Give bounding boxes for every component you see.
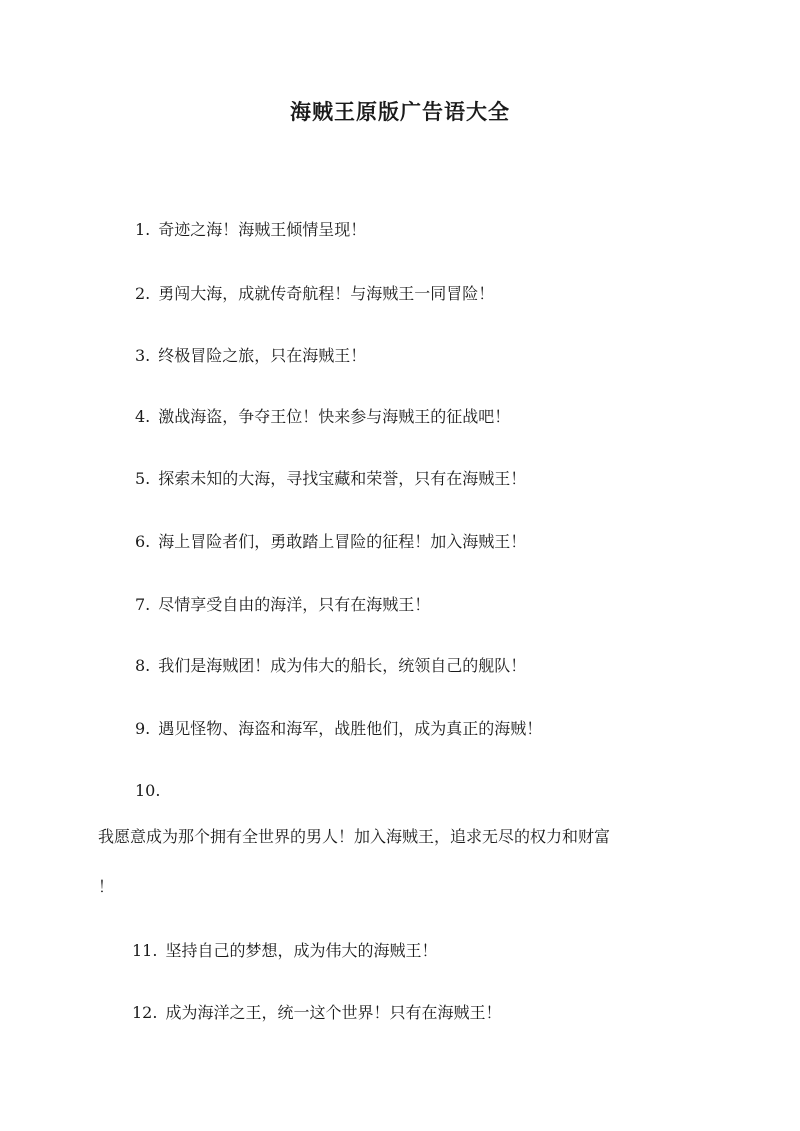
item-number: 7. xyxy=(135,595,151,614)
item-number: 12. xyxy=(132,1003,158,1022)
item-number: 9. xyxy=(135,719,151,738)
list-item xyxy=(135,345,800,367)
list-item xyxy=(135,406,800,428)
item-number: 6. xyxy=(135,532,151,551)
item-number: 8. xyxy=(135,656,151,675)
item-text: 尽情享受自由的海洋，只有在海贼王！ xyxy=(158,595,431,614)
item-text-line: 我愿意成为那个拥有全世界的男人！加入海贼王，追求无尽的权力和财富 xyxy=(98,827,611,846)
list-item-number xyxy=(135,780,800,802)
list-item xyxy=(135,531,800,553)
item-text: 海上冒险者们，勇敢踏上冒险的征程！加入海贼王！ xyxy=(158,532,527,551)
item-text: 我们是海贼团！成为伟大的船长，统领自己的舰队！ xyxy=(158,656,527,675)
item-number: 10. xyxy=(135,781,161,800)
item-text: 终极冒险之旅，只在海贼王！ xyxy=(158,346,367,365)
list-item xyxy=(135,594,800,616)
item-number: 1. xyxy=(135,220,151,239)
item-number: 4. xyxy=(135,407,151,426)
item-number: 3. xyxy=(135,346,151,365)
item-number: 11. xyxy=(132,941,158,960)
item-text: 探索未知的大海，寻找宝藏和荣誉，只有在海贼王！ xyxy=(158,469,527,488)
item-text-line: ！ xyxy=(98,877,115,896)
item-number: 5. xyxy=(135,469,151,488)
list-item xyxy=(135,468,800,490)
document-title: 海贼王原版广告语大全 xyxy=(290,99,510,124)
list-item xyxy=(135,655,800,677)
item-text: 成为海洋之王，统一这个世界！只有在海贼王！ xyxy=(165,1003,502,1022)
list-item xyxy=(132,940,800,962)
list-item xyxy=(135,219,800,241)
item-text: 坚持自己的梦想，成为伟大的海贼王！ xyxy=(165,941,438,960)
item-text: 激战海盗，争夺王位！快来参与海贼王的征战吧！ xyxy=(158,407,511,426)
item-text: 遇见怪物、海盗和海军，战胜他们，成为真正的海贼！ xyxy=(158,719,543,738)
list-item-text-wrapped-tail xyxy=(98,876,708,898)
list-item xyxy=(132,1002,800,1024)
list-item xyxy=(135,718,800,740)
item-text: 奇迹之海！海贼王倾情呈现！ xyxy=(158,220,367,239)
item-text: 勇闯大海，成就传奇航程！与海贼王一同冒险！ xyxy=(158,284,495,303)
list-item-text-wrapped xyxy=(98,826,708,848)
item-number: 2. xyxy=(135,284,151,303)
list-item xyxy=(135,283,800,305)
